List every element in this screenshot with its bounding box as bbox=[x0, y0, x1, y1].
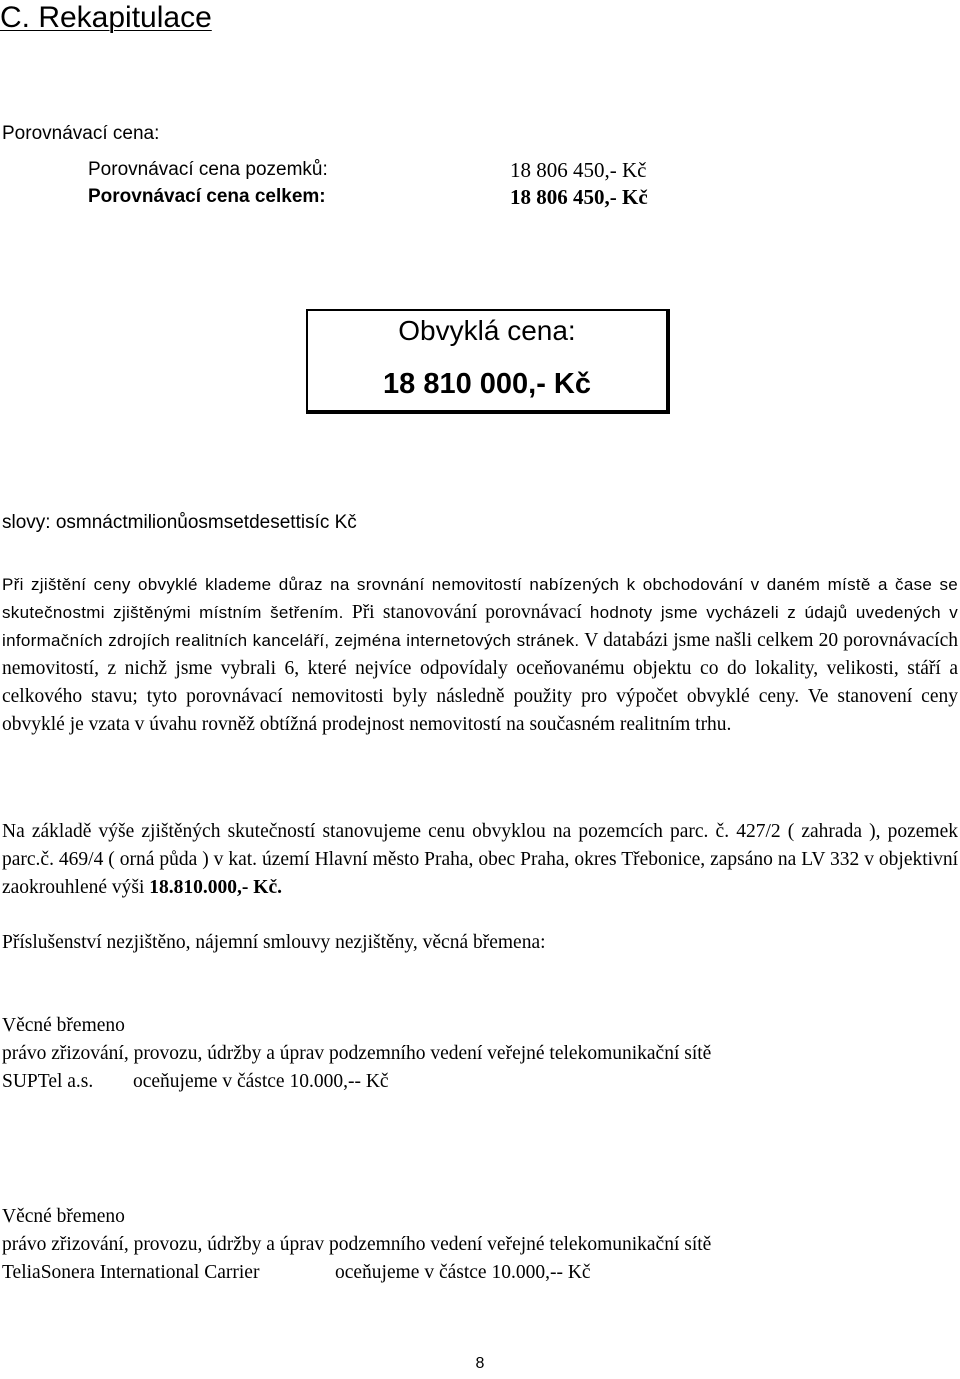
conclusion-amount: 18.810.000,- Kč. bbox=[149, 877, 282, 898]
usual-price-label: Obvyklá cena: bbox=[398, 315, 576, 346]
usual-price-value: 18 810 000,- Kč bbox=[383, 368, 591, 400]
easement-2-holder: TeliaSonera International Carrier bbox=[2, 1262, 260, 1283]
comparison-row-label-total: Porovnávací cena celkem: bbox=[88, 186, 326, 207]
page-heading: C. Rekapitulace bbox=[0, 1, 212, 34]
comparison-row-value-land: 18 806 450,- Kč bbox=[510, 158, 647, 182]
price-in-words: slovy: osmnáctmilionůosmsetdesettisíc Kč bbox=[2, 512, 357, 533]
easement-1-holder: SUPTel a.s. bbox=[2, 1071, 94, 1092]
comparison-row-label-land: Porovnávací cena pozemků: bbox=[88, 159, 328, 180]
easement-1-description: právo zřizování, provozu, údržby a úprav podzemního vedení veřejné telekomunikační sítě bbox=[2, 1043, 712, 1064]
methodology-paragraph bbox=[2, 571, 958, 739]
easement-1-title: Věcné břemeno bbox=[2, 1015, 125, 1036]
methodology-text-4: V databázi jsme našli celkem 20 porovnávacích nemovitostí, z nichž jsme vybrali 6, které nejvíce odpovídaly oceňovanému objektu co do lokality, velikosti, stáří a celkového stavu; tyto porovnávací nemovitosti byly následně použity pro výpočet obvyklé ceny. Ve stanovení ceny obvyklé je vzata v úvahu rovněž obtížná prodejnost nemovitostí na současném realitním trhu. bbox=[2, 630, 958, 735]
easement-2-description: právo zřizování, provozu, údržby a úprav podzemního vedení veřejné telekomunikační sítě bbox=[2, 1234, 712, 1255]
methodology-text-2: Při stanovování porovnávací bbox=[351, 602, 582, 623]
comparison-row-value-total: 18 806 450,- Kč bbox=[510, 185, 648, 209]
easement-2-valuation: oceňujeme v částce 10.000,-- Kč bbox=[335, 1262, 591, 1283]
methodology-text-3: hodnoty jsme vycházeli z údajů uvedených v informačních zdrojích realitních kanceláří, zejména internetových stránek. bbox=[2, 603, 958, 650]
easement-2-title: Věcné břemeno bbox=[2, 1206, 125, 1227]
methodology-text-1: Při zjištění ceny obvyklé klademe důraz na srovnání nemovitostí nabízených k obchodování v daném místě a čase se skutečnostmi zjištěnými místním šetřením. bbox=[2, 575, 958, 622]
page-number: 8 bbox=[475, 1355, 485, 1372]
conclusion-paragraph bbox=[2, 818, 958, 902]
easement-1-valuation: oceňujeme v částce 10.000,-- Kč bbox=[133, 1071, 389, 1092]
comparison-section-label: Porovnávací cena: bbox=[2, 123, 160, 144]
accessories-line: Příslušenství nezjištěno, nájemní smlouvy nezjištěny, věcná břemena: bbox=[2, 932, 546, 953]
conclusion-text: Na základě výše zjištěných skutečností stanovujeme cenu obvyklou na pozemcích parc. č. 427/2 ( zahrada ), pozemek parc.č. 469/4 ( orná půda ) v kat. území Hlavní město Praha, obec Praha, okres Třebonice, zapsáno na LV 332 v objektivní zaokrouhlené výši bbox=[2, 821, 958, 898]
